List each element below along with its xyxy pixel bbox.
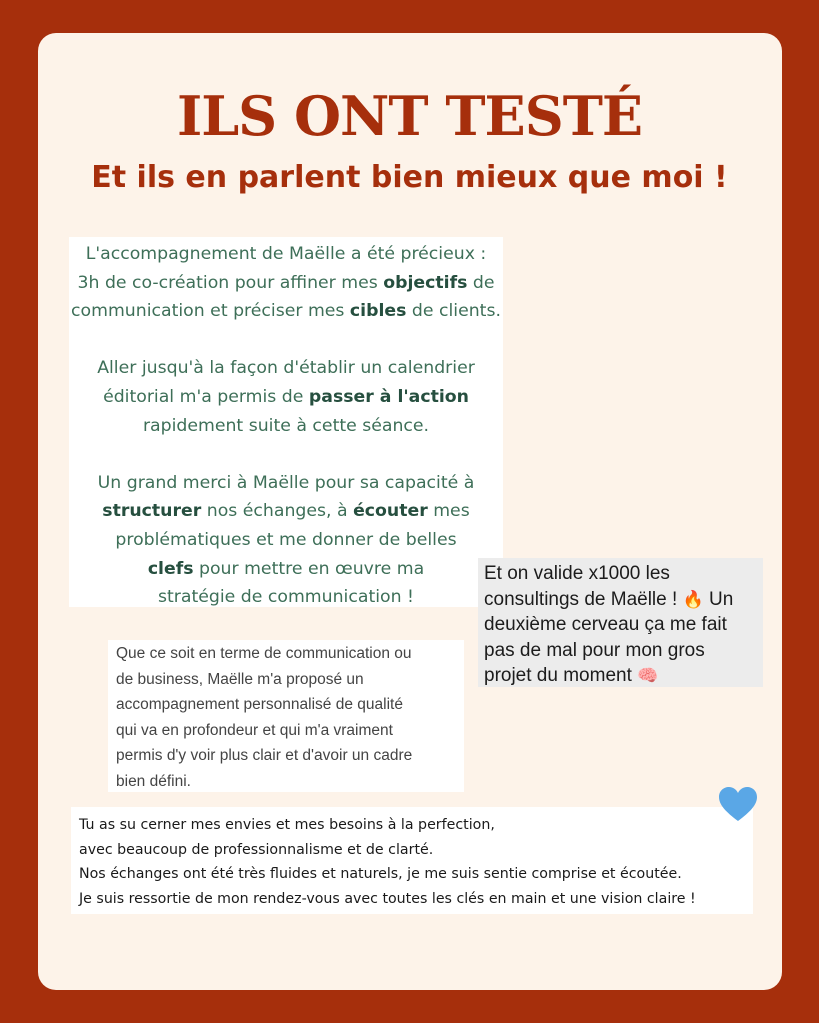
page-subtitle: Et ils en parlent bien mieux que moi ! bbox=[91, 160, 728, 195]
testimonial-3 bbox=[108, 640, 464, 792]
page-title: ILS ONT TESTÉ bbox=[176, 84, 643, 148]
testimonial-line: stratégie de communication ! bbox=[158, 587, 414, 608]
testimonial-line: Tu as su cerner mes envies et mes besoins à la perfection, bbox=[79, 817, 495, 833]
testimonial-line: problématiques et me donner de belles bbox=[115, 529, 457, 550]
testimonial-line: L'accompagnement de Maëlle a été précieux : bbox=[85, 244, 487, 264]
brain-icon: 🧠 bbox=[637, 666, 659, 685]
fire-icon: 🔥 bbox=[682, 589, 704, 609]
testimonial-line: Que ce soit en terme de communication ou bbox=[116, 645, 412, 662]
testimonial-line: avec beaucoup de professionnalisme et de clarté. bbox=[79, 841, 434, 858]
testimonial-line: structurer nos échanges, à écouter mes bbox=[102, 501, 470, 522]
testimonial-line: éditorial m'a permis de passer à l'action bbox=[103, 386, 469, 407]
testimonial-line: Je suis ressortie de mon rendez-vous avec toutes les clés en main et une vision claire ! bbox=[79, 890, 696, 907]
testimonial-line: 3h de co-création pour affiner mes objectifs de bbox=[77, 272, 495, 293]
testimonial-line: bien défini. bbox=[116, 772, 191, 790]
testimonial-line: Nos échanges ont été très fluides et naturels, je me suis sentie comprise et écoutée. bbox=[79, 866, 682, 882]
testimonial-line: de business, Maëlle m'a proposé un bbox=[116, 670, 364, 688]
testimonial-2 bbox=[478, 558, 763, 687]
testimonial-1 bbox=[69, 237, 503, 607]
testimonial-line: accompagnement personnalisé de qualité bbox=[116, 696, 403, 714]
testimonial-line: permis d'y voir plus clair et d'avoir un cadre bbox=[116, 747, 413, 765]
blue-heart-icon bbox=[718, 786, 758, 824]
testimonial-line: Aller jusqu'à la façon d'établir un calendrier bbox=[97, 358, 475, 379]
testimonial-line: projet du moment 🧠 bbox=[484, 663, 757, 689]
testimonial-line: Et on valide x1000 les bbox=[484, 563, 670, 584]
testimonial-4 bbox=[71, 807, 753, 914]
testimonial-line: consultings de Maëlle ! 🔥 Un bbox=[484, 587, 757, 613]
testimonial-line: rapidement suite à cette séance. bbox=[142, 415, 430, 436]
testimonial-line: Un grand merci à Maëlle pour sa capacité à bbox=[97, 472, 475, 493]
testimonial-line: deuxième cerveau ça me fait bbox=[484, 614, 727, 635]
testimonial-line: qui va en profondeur et qui m'a vraiment bbox=[116, 721, 393, 739]
testimonial-line: pas de mal pour mon gros bbox=[484, 639, 705, 661]
testimonial-line: communication et préciser mes cibles de clients. bbox=[71, 301, 501, 322]
testimonial-line: clefs pour mettre en œuvre ma bbox=[147, 558, 425, 579]
